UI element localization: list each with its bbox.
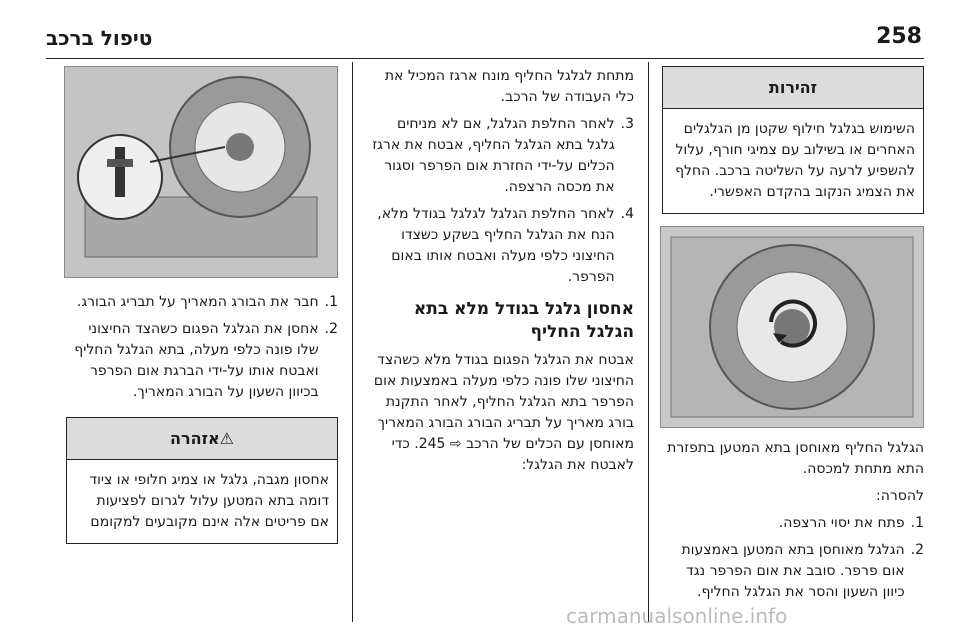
spare-wheel-illustration <box>661 227 923 427</box>
caution-title: זהירות <box>663 67 923 109</box>
left-column <box>66 66 338 544</box>
step-item <box>366 204 634 288</box>
step-number: 2. <box>324 321 338 337</box>
step-text: לאחר החלפת הגלגל, אם לא מניחים גלגל בתא הגלגל החליף, אבטח את ארגז הכלים על-ידי החזרת אום הפרפר וסגור את מכסה הרצפה. <box>372 116 615 195</box>
step-text: חבר את הבורג המאריך על תבריג הבורג. <box>76 294 319 310</box>
page-header <box>46 24 922 54</box>
caution-box <box>662 66 924 214</box>
spare-wheel-image <box>660 226 924 428</box>
column-divider-left <box>352 62 353 622</box>
step-item <box>66 292 338 313</box>
step-number: 2. <box>910 542 924 558</box>
intro-paragraph: מתחת לגלגל החליף מונח ארגז המכיל את כלי העבודה של הרכב. <box>384 68 634 105</box>
step-number: 3. <box>620 116 634 132</box>
remove-label: להסרה: <box>876 488 924 504</box>
step-item <box>66 319 338 403</box>
step-item <box>662 540 924 603</box>
step-number: 1. <box>324 294 338 310</box>
warning-title: ⚠אזהרה <box>67 418 337 460</box>
step-text: פתח את יסוי הרצפה. <box>778 515 905 531</box>
middle-column <box>366 66 634 482</box>
watermark: carmanualsonline.info <box>566 604 788 628</box>
right-column <box>662 66 924 609</box>
step-number: 1. <box>910 515 924 531</box>
step-item <box>662 513 924 534</box>
warning-box <box>66 417 338 544</box>
section-paragraph: אבטח את הגלגל הפגום בגודל מלא כשהצד החיצוני שלו פונה כלפי מעלה באמצעות אום הפרפר בתא הגלגל החליף, לאחר התקנת בורג מאריך על תבריג הבורג הבורג המאריך מאוחסן עם הכלים של הרכב ⇨ 245. כדי לאבטח את הגלגל: <box>373 352 634 473</box>
header-rule <box>46 58 924 59</box>
warning-body: אחסון מגבה, גלגל או צמיג חלופי או ציוד דומה בתא המטען עלול לגרום לפציעות אם פריטים אלה אינם מקובעים למקומם <box>89 472 329 530</box>
step-text: לאחר החלפת הגלגל לגלגל בגודל מלא, הנח את הגלגל החליף בשקע כשצדו החיצוני כלפי מעלה ואבטח אותו באום הפרפר. <box>377 206 615 285</box>
bolt-image <box>64 66 338 278</box>
section-heading: אחסון גלגל בגודל מלא בתא הגלגל החליף <box>413 299 634 342</box>
column-divider-right <box>648 62 649 622</box>
caption-text: הגלגל החליף מאוחסן בתא המטען בתפזרת התא מתחת למכסה. <box>667 440 924 477</box>
bolt-illustration <box>65 67 337 277</box>
caution-body: השימוש בגלגל חילוף שקטן מן הגלגלים האחרים או בשילוב עם צמיגי חורף, עלול להשפיע לרעה על השליטה ברכב. החלף את הצמיג הנקוב בהקדם האפשרי. <box>675 121 915 200</box>
step-text: הגלגל מאוחסן בתא המטען באמצעות אום פרפר. סובב את אום הפרפר נגד כיוון השעון והסר את הגלגל החליף. <box>681 542 905 600</box>
running-title: טיפול ברכב <box>46 26 153 50</box>
page-number: 258 <box>876 24 922 49</box>
step-number: 4. <box>620 206 634 222</box>
step-item <box>366 114 634 198</box>
step-text: אחסן את הגלגל הפגום כשהצד החיצוני שלו פונה כלפי מעלה, בתא הגלגל החליף ואבטח אותו על-ידי הברגת אום הפרפר בכיוון השעון על הבורג המאריך. <box>74 321 319 400</box>
